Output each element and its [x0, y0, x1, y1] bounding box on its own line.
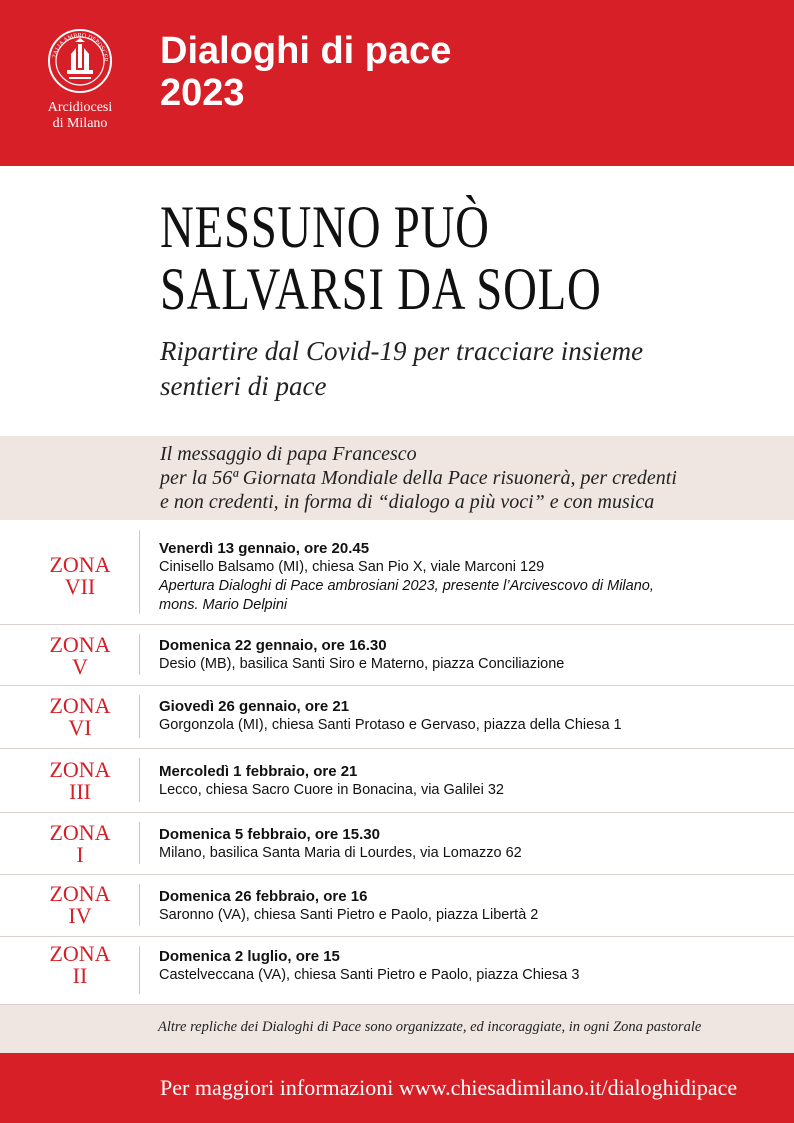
main-title: [160, 196, 602, 320]
zona-badge: [28, 822, 132, 866]
header-title-line1: Dialoghi di pace: [160, 30, 452, 72]
event-note-line1: Apertura Dialoghi di Pace ambrosiani 2023, presente l’Arcivescovo di Milano,: [159, 578, 654, 594]
zona-badge: [28, 634, 132, 678]
event-place: Cinisello Balsamo (MI), chiesa San Pio X, viale Marconi 129: [159, 559, 545, 575]
event-details: [159, 697, 779, 735]
logo-text-line2: di Milano: [52, 116, 108, 131]
zona-label: ZONA: [49, 820, 111, 845]
event-date: Domenica 22 gennaio, ore 16.30: [159, 637, 387, 654]
event-date: Domenica 5 febbraio, ore 15.30: [159, 826, 380, 843]
zona-label: ZONA: [49, 881, 111, 906]
event-row: [0, 874, 794, 937]
event-place: Gorgonzola (MI), chiesa Santi Protaso e Gervaso, piazza della Chiesa 1: [159, 717, 622, 733]
intro-band: [0, 436, 794, 520]
event-row: [0, 748, 794, 813]
header-title: [160, 30, 451, 114]
diocese-logo: [30, 28, 130, 132]
header-band: [0, 0, 794, 166]
zona-label: ZONA: [49, 757, 111, 782]
main-title-line1: NESSUNO PUÒ: [160, 194, 490, 260]
seal-icon: [47, 28, 113, 94]
event-details: [159, 887, 779, 925]
logo-text-line1: Arcidiocesi: [47, 100, 113, 115]
event-place: Desio (MB), basilica Santi Siro e Materno, piazza Conciliazione: [159, 656, 565, 672]
event-date: Domenica 2 luglio, ore 15: [159, 948, 340, 965]
footer-note-band: [0, 1005, 794, 1053]
event-date: Mercoledì 1 febbraio, ore 21: [159, 763, 358, 780]
zona-badge: [28, 943, 132, 987]
event-details: [159, 636, 779, 674]
event-row: [0, 624, 794, 686]
event-place: Saronno (VA), chiesa Santi Pietro e Paolo, piazza Libertà 2: [159, 907, 539, 923]
zona-label: ZONA: [49, 632, 111, 657]
divider-line: [139, 530, 140, 614]
intro-line2: per la 56ª Giornata Mondiale della Pace risuonerà, per credenti: [160, 467, 677, 489]
divider-line: [139, 758, 140, 802]
main-title-line2: SALVARSI DA SOLO: [160, 256, 602, 322]
zona-number: VI: [68, 715, 92, 740]
zona-label: ZONA: [49, 693, 111, 718]
event-place: Castelveccana (VA), chiesa Santi Pietro e Paolo, piazza Chiesa 3: [159, 967, 580, 983]
event-row: [0, 520, 794, 625]
event-place: Milano, basilica Santa Maria di Lourdes, via Lomazzo 62: [159, 845, 522, 861]
zona-number: I: [76, 842, 84, 867]
divider-line: [139, 634, 140, 675]
zona-label: ZONA: [49, 552, 111, 577]
zona-number: V: [72, 654, 88, 679]
zona-badge: [28, 759, 132, 803]
event-details: [159, 539, 779, 615]
zona-badge: [28, 554, 132, 598]
zona-badge: [28, 883, 132, 927]
svg-text:TALIA AMBRO DEPOSCERE: TALIA AMBRO DEPOSCER: [52, 32, 109, 62]
divider-line: [139, 946, 140, 994]
event-date: Giovedì 26 gennaio, ore 21: [159, 698, 350, 715]
zona-badge: [28, 695, 132, 739]
footer-note-text: Altre repliche dei Dialoghi di Pace sono organizzate, ed incoraggiate, in ogni Zona pastorale: [158, 1019, 702, 1035]
divider-line: [139, 822, 140, 864]
zona-number: VII: [64, 574, 96, 599]
event-row: [0, 936, 794, 1005]
intro-line3: e non credenti, in forma di “dialogo a più voci” e con musica: [160, 491, 655, 513]
event-row: [0, 812, 794, 875]
zona-label: ZONA: [49, 941, 111, 966]
event-row: [0, 685, 794, 749]
intro-line1: Il messaggio di papa Francesco: [160, 443, 417, 465]
footer-info-link[interactable]: Per maggiori informazioni www.chiesadimilano.it/dialoghidipace: [160, 1075, 738, 1100]
divider-line: [139, 695, 140, 738]
header-title-year: 2023: [160, 72, 245, 114]
event-details: [159, 762, 779, 800]
subtitle: [160, 334, 780, 404]
zona-number: III: [69, 779, 91, 804]
divider-line: [139, 884, 140, 926]
event-details: [159, 825, 779, 863]
event-date: Domenica 26 febbraio, ore 16: [159, 888, 368, 905]
event-place: Lecco, chiesa Sacro Cuore in Bonacina, via Galilei 32: [159, 782, 504, 798]
subtitle-line2: sentieri di pace: [160, 371, 327, 401]
event-note-line2: mons. Mario Delpini: [159, 597, 288, 613]
zona-number: II: [72, 963, 88, 988]
event-details: [159, 947, 779, 985]
event-date: Venerdì 13 gennaio, ore 20.45: [159, 540, 370, 557]
zona-number: IV: [68, 903, 92, 928]
footer-band: [0, 1053, 794, 1123]
subtitle-line1: Ripartire dal Covid-19 per tracciare insieme: [160, 336, 644, 366]
intro-text: [160, 442, 780, 514]
